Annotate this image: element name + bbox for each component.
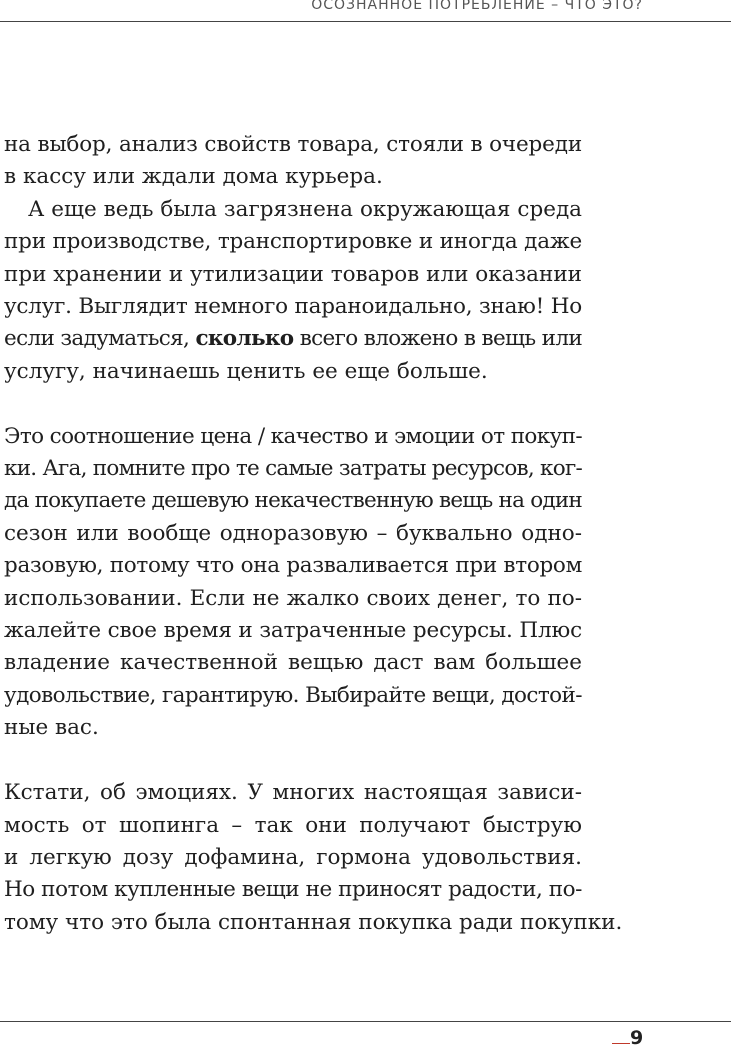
page-body xyxy=(4,129,623,939)
text-line: на выбор, анализ свойств товара, стояли в очереди xyxy=(4,132,582,157)
running-title: ОСОЗНАННОЕ ПОТРЕБЛЕНИЕ – ЧТО ЭТО? xyxy=(311,0,643,13)
text-line: Кстати, об эмоциях. У многих настоящая зависи- xyxy=(4,780,582,806)
text-line: при хранении и утилизации товаров или оказании xyxy=(4,261,582,287)
text-line: разовую, потому что она разваливается при втором xyxy=(4,553,582,579)
page-number: 9 xyxy=(630,1027,644,1049)
text-line: А еще ведь была загрязнена окружающая среда xyxy=(28,196,582,222)
text-line: жалейте свое время и затраченные ресурсы. Плюс xyxy=(4,618,583,644)
text-line: при производстве, транспортировке и иногда даже xyxy=(4,229,582,255)
text-fragment: если задуматься, xyxy=(4,326,190,352)
emphasized-word: сколько xyxy=(195,326,294,352)
text-line: ки. Ага, помните про те самые затраты ресурсов, ког- xyxy=(4,456,582,482)
text-line: тому что это была спонтанная покупка ради покупки. xyxy=(4,909,623,935)
text-line: использовании. Если не жалко своих денег, то по- xyxy=(4,585,582,611)
footer-divider xyxy=(0,1021,731,1022)
text-line: владение качественной вещью даст вам большее xyxy=(4,650,582,676)
text-line: удовольствие, гарантирую. Выбирайте вещи, достой- xyxy=(4,682,582,708)
text-line: Но потом купленные вещи не приносят радости, по- xyxy=(4,877,582,903)
page-number-accent xyxy=(612,1043,630,1044)
text-fragment: всего вложено в вещь или xyxy=(299,326,583,352)
text-line: ные вас. xyxy=(4,715,99,741)
text-line: мость от шопинга – так они получают быструю xyxy=(4,812,582,838)
text-line: Это соотношение цена / качество и эмоции от покуп- xyxy=(4,423,582,449)
header-divider xyxy=(0,21,731,22)
text-line-with-emphasis xyxy=(4,323,582,355)
text-line: в кассу или ждали дома курьера. xyxy=(4,164,383,190)
text-line: и легкую дозу дофамина, гормона удовольствия. xyxy=(4,844,582,870)
text-line: услугу, начинаешь ценить ее еще больше. xyxy=(4,358,488,384)
text-line: да покупаете дешевую некачественную вещь на один xyxy=(4,488,582,514)
text-line: услуг. Выглядит немного параноидально, знаю! Но xyxy=(4,294,582,320)
text-line: сезон или вообще одноразовую – буквально одно- xyxy=(4,520,582,546)
